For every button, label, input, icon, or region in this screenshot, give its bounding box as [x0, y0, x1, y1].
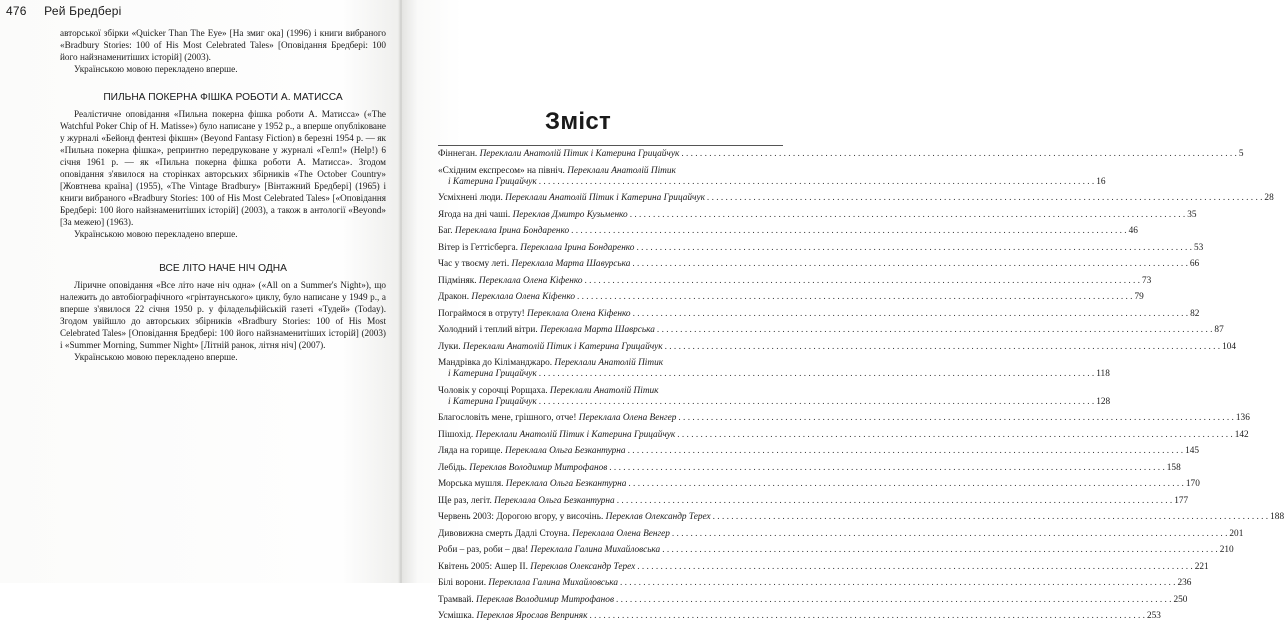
- toc-entry-translator: Переклала Ольга Безкантурна: [503, 479, 627, 489]
- toc-entry-text: [438, 210, 628, 221]
- toc-page-number: 82: [1190, 308, 1200, 319]
- section-title-poker-chip: ПИЛЬНА ПОКЕРНА ФІШКА РОБОТИ А. МАТИССА: [103, 92, 343, 103]
- toc-page-number: 201: [1229, 528, 1244, 539]
- toc-page-number: 46: [1128, 226, 1138, 236]
- running-head: [6, 4, 121, 18]
- toc-entry-title: Дракон.: [438, 292, 470, 302]
- toc-entry-translator: Переклали Анатолій Пітик і Катерина Грицайчук: [477, 149, 680, 159]
- toc-page-number: 35: [1187, 209, 1197, 220]
- dot-leader: . . . . . . . . . . . . . . . . . . . . . . . . . . . . . . . . . . . . . . . . . . . . . . . . . . . . . . . . . . . . . . . . . . . . . . . . . . . . . . . . . . . . . . . . . . . . . . . . . . . . . . . . . . . . . . . . . . . . . . . .: [538, 176, 1095, 187]
- toc-entry-title: «Східним експресом» на північ.: [438, 165, 565, 176]
- toc-page-number: 221: [1194, 561, 1209, 572]
- toc-entry-text: [438, 446, 626, 457]
- toc-page-number: 118: [1096, 369, 1110, 379]
- toc-entry-translator: Переклала Ольга Безкантурна: [502, 446, 626, 456]
- toc-entry-translator: Переклала Ірина Бондаренко: [452, 226, 570, 236]
- toc-entry-title: Підміняк.: [438, 275, 477, 286]
- toc-entry-title: Луки.: [438, 341, 461, 352]
- toc-entry-text: [438, 562, 635, 573]
- toc-entry-text: [438, 595, 614, 606]
- toc-entry-translator: Переклала Галина Михайловська: [486, 578, 618, 588]
- toc-entry-line: [438, 358, 783, 369]
- toc-entry-translator: Переклав Олександр Терех: [603, 512, 711, 522]
- toc-page-number: 28: [1264, 193, 1274, 203]
- dot-leader: . . . . . . . . . . . . . . . . . . . . . . . . . . . . . . . . . . . . . . . . . . . . . . . . . . . . . . . . . . . . . . . . . . . . . . . . . . . . . . . . . . . . . . . . . . . . . . . . . . . . . . . . . . . . . . . . . . . . . . . .: [616, 495, 1173, 506]
- toc-title: Зміст: [545, 108, 612, 135]
- toc-entry: [438, 385, 1111, 408]
- toc-entry-title: Червень 2003: Дорогою вгору, у височінь.: [438, 512, 604, 522]
- section-paragraph: Ліричне оповідання «Все літо наче ніч одна» («All on a Summer's Night»), що належить до автобіографічного «грінтаунського» циклу, було написане у 1949 р., а вперше з'явилося 22 січня 1950 р. у філадельфійській газеті «Тудей» (Today). Згодом увійшло до авторських збірників «Bradbury Stories: 100 of His Most Celebrated Tales» [Оповідання Бредбері: 100 його найзнаменитіших історій] (2003) і «Summer Morning, Summer Night» [Літній ранок, літня ніч] (2007).: [60, 280, 386, 350]
- toc-entry-title: Вітер із Геттісберга.: [438, 242, 518, 253]
- toc-entry-translator: Переклали Анатолій Пітик: [552, 358, 664, 368]
- section-poker-chip: [60, 108, 386, 240]
- dot-leader: . . . . . . . . . . . . . . . . . . . . . . . . . . . . . . . . . . . . . . . . . . . . . . . . . . . . . . . . . . . . . . . . . . . . . . . . . . . . . . . . . . . . . . . . . . . . . . . . . . . . . . . . . . . . . . . . . . . . . . . .: [681, 149, 1237, 159]
- toc-entry-text: [438, 479, 626, 490]
- toc-entry-title: Морська мушля.: [438, 479, 504, 489]
- toc-entry: [438, 446, 1200, 457]
- dot-leader: . . . . . . . . . . . . . . . . . . . . . . . . . . . . . . . . . . . . . . . . . . . . . . . . . . . . . . . . . . . . . . . . . . . . . . . . . . . . . . . . . . . . . . . . . . . . . . . . . . . . . . . . . . . . . . . . . . . . . . . .: [589, 611, 1145, 621]
- toc-entry-title: Пограймося в отруту!: [438, 308, 525, 319]
- toc-page-number: 79: [1134, 292, 1144, 302]
- toc-entry-translator: Переклала Ольга Безкантурна: [491, 495, 615, 506]
- section-note: Українською мовою перекладено вперше.: [74, 352, 238, 362]
- toc-entry: [438, 528, 1244, 540]
- toc-entry: [438, 209, 1197, 221]
- dot-leader: . . . . . . . . . . . . . . . . . . . . . . . . . . . . . . . . . . . . . . . . . . . . . . . . . . . . . . . . . . . . . . . . . . . . . . . . . . . . . . . . . . . . . . . . . . . . . . . . . . . . . . . . . . . . . . . . . . . . . . . .: [632, 259, 1188, 269]
- toc-page-number: 188: [1270, 512, 1284, 522]
- toc-entry-text: [438, 545, 660, 556]
- toc-page-number: 66: [1189, 259, 1200, 269]
- toc-entry-text: [438, 309, 631, 320]
- toc-entry-translator-cont: і Катерина Грицайчук: [448, 396, 537, 407]
- intro-paragraph: авторської збірки «Quicker Than The Eye» [На змиг ока] (1996) і книги вибраного «Bradbury Stories: 100 of His Most Celebrated Tales» [Оповідання Бредбері: 100 його найзнаменитіших історій] (2003).: [60, 28, 386, 62]
- left-page: [0, 0, 402, 583]
- dot-leader: . . . . . . . . . . . . . . . . . . . . . . . . . . . . . . . . . . . . . . . . . . . . . . . . . . . . . . . . . . . . . . . . . . . . . . . . . . . . . . . . . . . . . . . . . . . . . . . . . . . . . . . . . . . . . . . . . . . . . . . .: [636, 242, 1192, 253]
- toc-page-number: 5: [1238, 149, 1244, 159]
- toc-entry: [438, 479, 1200, 490]
- toc-entry: [438, 259, 1200, 270]
- toc-entry-translator: Переклала Олена Кіфенко: [476, 275, 583, 286]
- toc-page-number: 16: [1096, 176, 1106, 187]
- toc-entry: [438, 611, 1161, 622]
- toc-entry-title: Баг.: [438, 226, 453, 236]
- toc-entry: [438, 358, 1110, 380]
- toc-entry-title: Мандрівка до Кіліманджаро.: [438, 358, 553, 368]
- section-title-summer-night: ВСЕ ЛІТО НАЧЕ НІЧ ОДНА: [159, 263, 287, 274]
- dot-leader: . . . . . . . . . . . . . . . . . . . . . . . . . . . . . . . . . . . . . . . . . . . . . . . . . . . . . . . . . . . . . . . . . . . . . . . . . . . . . . . . . . . . . . . . . . . . . . . . . . . . . . . . . . . . . . . . . . . . . . . .: [615, 594, 1172, 605]
- toc-entry-title: Благословіть мене, грішного, отче!: [438, 413, 577, 423]
- toc-entry-text: [438, 413, 676, 424]
- toc-entry-text: [438, 463, 607, 474]
- toc-entry: [438, 462, 1181, 474]
- toc-entry: [438, 292, 1144, 303]
- toc-entry-text: [438, 529, 670, 540]
- dot-leader: . . . . . . . . . . . . . . . . . . . . . . . . . . . . . . . . . . . . . . . . . . . . . . . . . . . . . . . . . . . . . . . . . . . . . . . . . . . . . . . . . . . . . . . . . . . . . . . . . . . . . . . . . . . . . . . . . . . . . . . .: [677, 429, 1233, 440]
- toc-entry-line: [438, 396, 1111, 408]
- toc-entry-text: [438, 512, 711, 523]
- toc-entry-text: [438, 292, 575, 303]
- toc-entry: [438, 308, 1200, 320]
- dot-leader: . . . . . . . . . . . . . . . . . . . . . . . . . . . . . . . . . . . . . . . . . . . . . . . . . . . . . . . . . . . . . . . . . . . . . . . . . . . . . . . . . . . . . . . . . . . . . . . . . . . . . . . . . . . . . . . . . . . . . . . .: [619, 578, 1176, 588]
- section-paragraph: Реалістичне оповідання «Пильна покерна фішка роботи А. Матисса» («The Watchful Poker Chip of H. Matisse») було написане у 1952 р., а вперше опубліковане у журналі «Бейонд фентезі фікшн» (Beyond Fantasy Fiction) в березні 1954 р. — як «Пильна покерна фішка», репринтно передруковане у журналі «Гелп!» (Help!) 6 січня 1961 р. — як «Пильна покерна фішка роботи А. Матисса». Згодом оповідання з'явилося на сторінках авторських збірників «The October Country» [Жовтнева країна] (1955), «The Vintage Bradbury» [Вінтажний Бредбері] (1965) і книги вибраного «Bradbury Stories: 100 of His Most Celebrated Tales» [«Оповідання Бредбері: 100 його найзнаменитіших історій] (2003), а також в антології «Beyond» [За межею] (1963).: [60, 109, 386, 227]
- toc-entry-title: Лебідь.: [438, 462, 467, 473]
- running-head-author: Рей Бредбері: [44, 4, 122, 18]
- dot-leader: . . . . . . . . . . . . . . . . . . . . . . . . . . . . . . . . . . . . . . . . . . . . . . . . . . . . . . . . . . . . . . . . . . . . . . . . . . . . . . . . . . . . . . . . . . . . . . . . . . . . . . . . . . . . . . . . . . . . . . . .: [628, 479, 1184, 489]
- dot-leader: . . . . . . . . . . . . . . . . . . . . . . . . . . . . . . . . . . . . . . . . . . . . . . . . . . . . . . . . . . . . . . . . . . . . . . . . . . . . . . . . . . . . . . . . . . . . . . . . . . . . . . . . . . . . . . . . . . . . . . . .: [538, 369, 1095, 379]
- toc-entry-title: Усміхнені люди.: [438, 193, 503, 203]
- toc-page-number: 158: [1166, 462, 1181, 473]
- toc-page-number: 53: [1193, 242, 1204, 253]
- toc-entry-title: Холодний і теплий вітри.: [438, 325, 538, 335]
- dot-leader: . . . . . . . . . . . . . . . . . . . . . . . . . . . . . . . . . . . . . . . . . . . . . . . . . . . . . . . . . . . . . . . . . . . . . . . . . . . . . . . . . . . . . . . . . . . . . . . . . . . . . . . . . . . . . . . . . . . . . . . .: [629, 209, 1186, 220]
- dot-leader: . . . . . . . . . . . . . . . . . . . . . . . . . . . . . . . . . . . . . . . . . . . . . . . . . . . . . . . . . . . . . . . . . . . . . . . . . . . . . . . . . . . . . . . . . . . . . . . . . . . . . . . . . . . . . . . . . . . . . . . .: [656, 325, 1213, 335]
- toc-entry: [438, 226, 1138, 237]
- toc-entry: [438, 325, 1224, 336]
- section-note: Українською мовою перекладено вперше.: [74, 229, 238, 239]
- dot-leader: . . . . . . . . . . . . . . . . . . . . . . . . . . . . . . . . . . . . . . . . . . . . . . . . . . . . . . . . . . . . . . . . . . . . . . . . . . . . . . . . . . . . . . . . . . . . . . . . . . . . . . . . . . . . . . . . . . . . . . . .: [662, 545, 1218, 555]
- toc-page-number: 145: [1185, 446, 1200, 456]
- dot-leader: . . . . . . . . . . . . . . . . . . . . . . . . . . . . . . . . . . . . . . . . . . . . . . . . . . . . . . . . . . . . . . . . . . . . . . . . . . . . . . . . . . . . . . . . . . . . . . . . . . . . . . . . . . . . . . . . . . . . . . . .: [678, 413, 1234, 423]
- page-number: 476: [6, 4, 27, 18]
- toc-page-number: 136: [1235, 413, 1250, 423]
- toc-entry-translator: Переклала Галина Михайловська: [528, 545, 661, 555]
- toc-entry-title: Пішохід.: [438, 429, 474, 440]
- toc-entry-text: [438, 149, 679, 160]
- toc-entry-title: Час у твоєму леті.: [438, 259, 510, 269]
- toc-entry-translator: Переклала Олена Венгер: [576, 413, 677, 423]
- toc-page-number: 73: [1141, 275, 1152, 286]
- toc-entry: [438, 594, 1188, 606]
- toc-entry-text: [438, 496, 615, 507]
- toc-entry-title: Усмішка.: [438, 611, 475, 621]
- dot-leader: . . . . . . . . . . . . . . . . . . . . . . . . . . . . . . . . . . . . . . . . . . . . . . . . . . . . . . . . . . . . . . . . . . . . . . . . . . . . . . . . . . . . . . . . . . . . . . . . . . . . . . . . . . . . . . . . . . . . . . . .: [712, 512, 1269, 522]
- toc-entry-text: [438, 243, 634, 254]
- toc-page-number: 170: [1185, 479, 1200, 489]
- toc-entry-line: [438, 386, 783, 397]
- toc-entry: [438, 242, 1204, 254]
- toc-entry: [438, 578, 1192, 589]
- toc-entry-text: [438, 226, 569, 237]
- toc-entry-text: [438, 342, 663, 353]
- toc-entry: [438, 495, 1189, 507]
- dot-leader: . . . . . . . . . . . . . . . . . . . . . . . . . . . . . . . . . . . . . . . . . . . . . . . . . . . . . . . . . . . . . . . . . . . . . . . . . . . . . . . . . . . . . . . . . . . . . . . . . . . . . . . . . . . . . . . . . . . . . . . .: [664, 341, 1221, 352]
- toc-entry-translator: Переклав Олександр Терех: [527, 561, 636, 572]
- dot-leader: . . . . . . . . . . . . . . . . . . . . . . . . . . . . . . . . . . . . . . . . . . . . . . . . . . . . . . . . . . . . . . . . . . . . . . . . . . . . . . . . . . . . . . . . . . . . . . . . . . . . . . . . . . . . . . . . . . . . . . . .: [577, 292, 1133, 302]
- toc-entry-translator: Переклала Марта Шаврська: [537, 325, 655, 335]
- table-of-contents: [438, 149, 1284, 628]
- dot-leader: . . . . . . . . . . . . . . . . . . . . . . . . . . . . . . . . . . . . . . . . . . . . . . . . . . . . . . . . . . . . . . . . . . . . . . . . . . . . . . . . . . . . . . . . . . . . . . . . . . . . . . . . . . . . . . . . . . . . . . . .: [571, 226, 1127, 236]
- intro-note: Українською мовою перекладено вперше.: [74, 64, 238, 74]
- toc-entry-translator: Переклав Дмитро Кузьменко: [510, 209, 628, 220]
- toc-entry-translator: Переклали Анатолій Пітик і Катерина Грицайчук: [460, 341, 663, 352]
- toc-page-number: 253: [1146, 611, 1161, 621]
- dot-leader: . . . . . . . . . . . . . . . . . . . . . . . . . . . . . . . . . . . . . . . . . . . . . . . . . . . . . . . . . . . . . . . . . . . . . . . . . . . . . . . . . . . . . . . . . . . . . . . . . . . . . . . . . . . . . . . . . . . . . . . .: [706, 193, 1263, 203]
- toc-entry-translator: Переклала Ірина Бондаренко: [517, 242, 635, 253]
- toc-page-number: 177: [1174, 495, 1189, 506]
- section-summer-night: [60, 279, 386, 363]
- toc-entry: [438, 413, 1250, 424]
- toc-entry-title: Ще раз, легіт.: [438, 495, 492, 506]
- toc-entry-title: Трамвай.: [438, 594, 474, 605]
- toc-entry-title: Роби – раз, роби – два!: [438, 545, 529, 555]
- toc-page-number: 236: [1177, 578, 1192, 588]
- toc-page-number: 87: [1214, 325, 1224, 335]
- toc-top-rule: [438, 145, 783, 146]
- toc-entry: [438, 545, 1234, 556]
- toc-entry-translator: Переклала Олена Кіфенко: [469, 292, 575, 302]
- dot-leader: . . . . . . . . . . . . . . . . . . . . . . . . . . . . . . . . . . . . . . . . . . . . . . . . . . . . . . . . . . . . . . . . . . . . . . . . . . . . . . . . . . . . . . . . . . . . . . . . . . . . . . . . . . . . . . . . . . . . . . . .: [627, 446, 1184, 456]
- right-page: [402, 0, 1284, 621]
- toc-entry-text: [438, 430, 675, 441]
- toc-entry-translator: Переклали Анатолій Пітик: [564, 165, 676, 176]
- toc-entry-translator: Переклав Володимир Митрофанов: [466, 462, 608, 473]
- dot-leader: . . . . . . . . . . . . . . . . . . . . . . . . . . . . . . . . . . . . . . . . . . . . . . . . . . . . . . . . . . . . . . . . . . . . . . . . . . . . . . . . . . . . . . . . . . . . . . . . . . . . . . . . . . . . . . . . . . . . . . . .: [637, 561, 1193, 572]
- dot-leader: . . . . . . . . . . . . . . . . . . . . . . . . . . . . . . . . . . . . . . . . . . . . . . . . . . . . . . . . . . . . . . . . . . . . . . . . . . . . . . . . . . . . . . . . . . . . . . . . . . . . . . . . . . . . . . . . . . . . . . . .: [538, 396, 1095, 407]
- toc-entry-translator: Переклав Ярослав Веприняк: [474, 611, 588, 621]
- dot-leader: . . . . . . . . . . . . . . . . . . . . . . . . . . . . . . . . . . . . . . . . . . . . . . . . . . . . . . . . . . . . . . . . . . . . . . . . . . . . . . . . . . . . . . . . . . . . . . . . . . . . . . . . . . . . . . . . . . . . . . . .: [671, 528, 1228, 539]
- toc-entry-translator-cont: і Катерина Грицайчук: [448, 369, 537, 379]
- intro-block: [60, 27, 386, 75]
- toc-entry-text: [438, 325, 655, 336]
- toc-entry-title: Фіннеган.: [438, 149, 478, 159]
- toc-entry-title: Дивовижна смерть Дадлі Стоуна.: [438, 528, 570, 539]
- toc-entry-line: [438, 166, 783, 177]
- toc-entry: [438, 341, 1237, 353]
- toc-entry-translator: Переклали Анатолій Пітик і Катерина Грицайчук: [502, 193, 705, 203]
- toc-entry-title: Чоловік у сорочці Рорщаха.: [438, 385, 548, 396]
- toc-entry-title: Білі ворони.: [438, 578, 487, 588]
- dot-leader: . . . . . . . . . . . . . . . . . . . . . . . . . . . . . . . . . . . . . . . . . . . . . . . . . . . . . . . . . . . . . . . . . . . . . . . . . . . . . . . . . . . . . . . . . . . . . . . . . . . . . . . . . . . . . . . . . . . . . . . .: [632, 308, 1189, 319]
- toc-entry-text: [438, 259, 630, 270]
- toc-page-number: 142: [1234, 429, 1249, 440]
- dot-leader: . . . . . . . . . . . . . . . . . . . . . . . . . . . . . . . . . . . . . . . . . . . . . . . . . . . . . . . . . . . . . . . . . . . . . . . . . . . . . . . . . . . . . . . . . . . . . . . . . . . . . . . . . . . . . . . . . . . . . . . .: [609, 462, 1165, 473]
- toc-entry-title: Ляда на горище.: [438, 446, 503, 456]
- toc-page-number: 250: [1173, 594, 1188, 605]
- toc-entry: [438, 165, 1106, 188]
- toc-page-number: 210: [1219, 545, 1234, 555]
- toc-entry-text: [438, 611, 587, 622]
- toc-entry-title: Квітень 2005: Ашер II.: [438, 561, 528, 572]
- toc-entry: [438, 512, 1284, 523]
- toc-entry-title: Ягода на дні чаші.: [438, 209, 511, 220]
- toc-page-number: 128: [1096, 396, 1111, 407]
- toc-entry-text: [438, 276, 582, 287]
- toc-entry-translator: Переклала Олена Венгер: [569, 528, 670, 539]
- toc-entry: [438, 275, 1152, 287]
- toc-entry: [438, 429, 1249, 441]
- toc-entry: [438, 193, 1274, 204]
- toc-entry-translator-cont: і Катерина Грицайчук: [448, 176, 537, 187]
- toc-entry-text: [438, 193, 705, 204]
- toc-page-number: 104: [1222, 341, 1237, 352]
- toc-entry-translator: Переклав Володимир Митрофанов: [473, 594, 614, 605]
- toc-entry-translator: Переклали Анатолій Пітик: [547, 385, 659, 396]
- toc-entry-translator: Переклала Олена Кіфенко: [524, 308, 631, 319]
- toc-entry: [438, 561, 1209, 573]
- toc-entry-translator: Переклала Марта Шавурська: [509, 259, 631, 269]
- toc-entry-line: [438, 176, 1106, 188]
- toc-entry-text: [438, 578, 618, 589]
- toc-entry: [438, 149, 1244, 160]
- dot-leader: . . . . . . . . . . . . . . . . . . . . . . . . . . . . . . . . . . . . . . . . . . . . . . . . . . . . . . . . . . . . . . . . . . . . . . . . . . . . . . . . . . . . . . . . . . . . . . . . . . . . . . . . . . . . . . . . . . . . . . . .: [584, 275, 1140, 286]
- toc-entry-translator: Переклали Анатолій Пітик і Катерина Грицайчук: [473, 429, 676, 440]
- toc-entry-line: [438, 369, 1110, 380]
